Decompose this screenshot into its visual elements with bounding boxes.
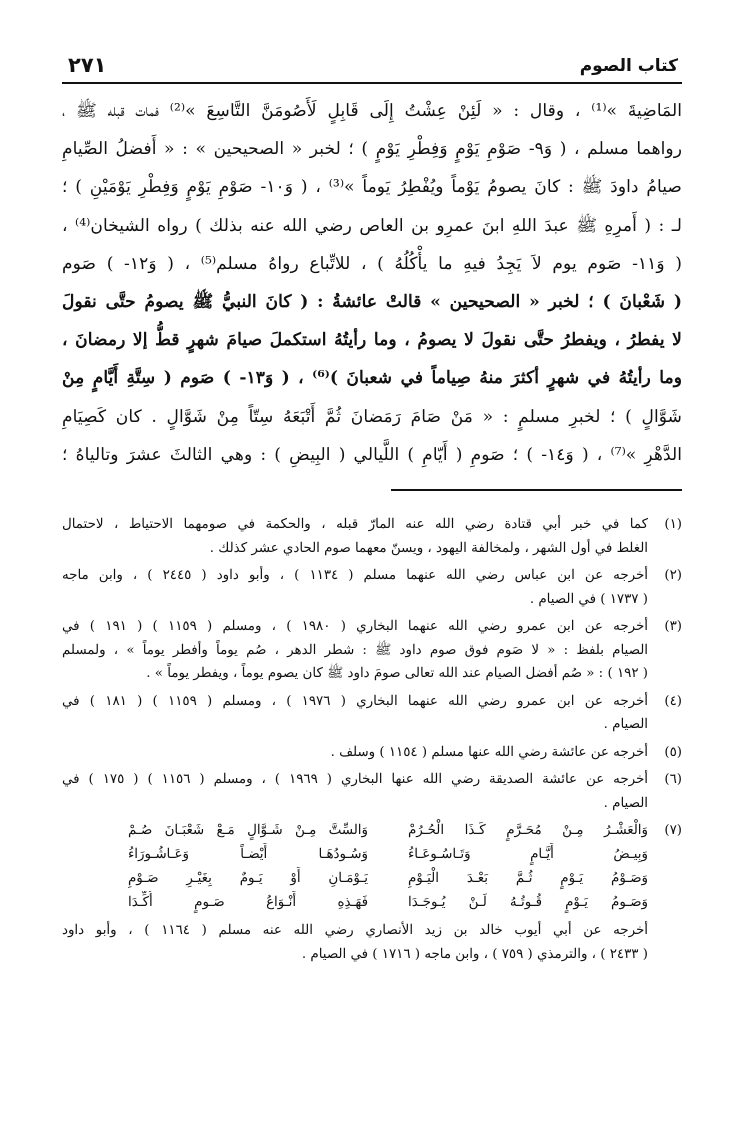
poem-verse bbox=[62, 819, 648, 843]
page-number: ٢٧١ bbox=[68, 53, 107, 77]
text-line: لا يفطرُ ، ويفطرُ حتَّى نقولَ لا يصومُ ، وما رأيتُهُ استكملَ صيامَ شهرٍ قطُّ إلا رمضانَ ، bbox=[62, 330, 682, 351]
footnote-line: أخرجه عن عائشة رضي الله عنها مسلم ( ١١٥٤ ) وسلف . bbox=[330, 744, 648, 760]
footnote-line: كما في خبر أبي قتادة رضي الله عنه المارّ قبله ، والحكمة في صومهما الاحتياط ، لاحتمال bbox=[62, 517, 648, 532]
text-line: ( وَ١١- صَوم يوم لاَ يَجِدُ فيهِ ما يأْكُلُهُ ) ، للاتِّباع رواهُ مسلم⁽⁵⁾ ، ( وَ١٢- ) صَوم bbox=[62, 253, 682, 274]
poem-hemistich: وَبِيـضُ أَيَّـامٍ وَتَـاسُـوعَـاءُ bbox=[408, 847, 648, 862]
footnote-line: أخرجه عن ابن عباس رضي الله عنهما مسلم ( ١١٣٤ ) ، وأبو داود ( ٢٤٤٥ ) ، وابن ماجه bbox=[62, 568, 648, 583]
footnote-line: أخرجه عن ابن عمرو رضي الله عنهما البخاري ( ١٩٨٠ ) ، ومسلم ( ١١٥٩ ) ( ١٩١ ) في bbox=[62, 619, 648, 634]
footnote-line: ( ٢٤٣٣ ) ، والترمذي ( ٧٥٩ ) ، وابن ماجه ( ١٧١٦ ) في الصيام . bbox=[301, 946, 648, 962]
footnote-line: ( ١٧٣٧ ) في الصيام . bbox=[529, 591, 648, 607]
book-title: كتاب الصوم bbox=[579, 56, 678, 76]
poem-verse bbox=[62, 843, 648, 867]
footnote-7 bbox=[62, 819, 682, 915]
poem-hemistich: وَسُـودُهَـا أَيْضـاً وَعَـاشُـورَاءُ bbox=[128, 847, 368, 862]
text-line: لـ : ( أَمرِهِ ﷺ عبدَ اللهِ ابنَ عمرِو بن العاص رضي الله عنه بذلك ) رواه الشيخان⁽⁴⁾ ، bbox=[62, 215, 682, 236]
footnote-number: (٧) bbox=[664, 823, 682, 838]
poem-hemistich: فَهَـذِهِ أَنْـوَاعُ صَـومٍ أُكِّـدَا bbox=[128, 895, 368, 910]
footnote-2 bbox=[62, 564, 682, 611]
poem-hemistich: يَـوْمَـانِ أَوْ يَـومٌ بِغَيْـرِ صَـوْمِ bbox=[128, 871, 368, 886]
footnote-line: الصيام بلفظ : « لا صَوم فوق صوم داود ﷺ : شطر الدهر ، صُم يوماً وأفطر يوماً » ، ولمسلم bbox=[62, 642, 648, 658]
footnote-5 bbox=[62, 741, 682, 765]
text-line: ( شَعْبانَ ) ؛ لخبر « الصحيحين » قالتْ عائشةُ : ( كانَ النبيُّ ﷺ يصومُ حتَّى نقولَ bbox=[62, 291, 682, 312]
footnote-3 bbox=[62, 615, 682, 686]
footnote-number: (٣) bbox=[664, 619, 682, 634]
text-line: وما رأيتُهُ في شهرٍ أكثرَ منهُ صِياماً في شعبانَ )⁽⁶⁾ ، ( وَ١٣- ) صَوم ( سِتَّةِ أَيَّامٍ مِنْ bbox=[62, 368, 682, 389]
text-line: رواهما مسلم ، ( وَ٩- صَوْمِ يَوْمٍ وَفِطْرِ يَوْمٍ ) ؛ لخبر « الصحيحين » : « أَفضلُ الصِّيامِ bbox=[62, 139, 682, 160]
footnote-number: (٦) bbox=[664, 772, 682, 787]
footnote-line: ( ١٩٢ ) : « صُم أفضل الصيام عند الله تعالى صومَ داود ﷺ كان يصوم يوماً ، ويفطر يوماً » . bbox=[146, 666, 648, 681]
footnote-separator bbox=[391, 489, 682, 491]
footnote-7-source bbox=[62, 919, 682, 966]
footnote-6 bbox=[62, 768, 682, 815]
footnote-line: أخرجه عن أبي أيوب خالد بن زيد الأنصاري رضي الله عنه مسلم ( ١١٦٤ ) ، وأبو داود bbox=[62, 923, 648, 938]
poem-hemistich: وَصَـومُ يَـوْمٍ قُـوتُـهُ لَـنْ يُـوجَـدَا bbox=[408, 895, 648, 910]
text-line: المَاضِيةَ »⁽¹⁾ ، وقال : « لَئِنْ عِشْتُ إِلَى قَابِلٍ لَأَصُومَنَّ التَّاسِعَ »⁽²⁾ فمات قبله ﷺ ، bbox=[62, 101, 682, 121]
poem-hemistich: وَصَـوْمُ يَـوْمٍ ثُـمَّ بَعْـدَ الْيَـوْمِ bbox=[408, 871, 648, 886]
poem-verse bbox=[62, 867, 648, 891]
footnote-line: الصيام . bbox=[603, 717, 648, 732]
footnote-line: أخرجه عن ابن عمرو رضي الله عنهما البخاري ( ١٩٧٦ ) ، ومسلم ( ١١٥٩ ) ( ١٨١ ) في bbox=[62, 693, 648, 709]
footnote-line: أخرجه عن عائشة الصديقة رضي الله عنها البخاري ( ١٩٦٩ ) ، ومسلم ( ١١٥٦ ) ( ١٧٥ ) في bbox=[62, 772, 648, 787]
poem-verse bbox=[62, 891, 648, 915]
poem-hemistich: وَالسِّتَّ مِـنْ شَـوَّالٍ مَـعْ شَعْبَـانَ صُـمْ bbox=[128, 823, 368, 838]
footnote-number: (١) bbox=[664, 517, 682, 532]
poem bbox=[62, 819, 648, 915]
footnotes bbox=[62, 513, 682, 966]
footnote-number: (٥) bbox=[664, 744, 682, 760]
footnote-4 bbox=[62, 690, 682, 737]
text-line: صيامُ داودَ ﷺ : كانَ يصومُ يَوْماً ويُفْطِرُ يَوماً »⁽³⁾ ، ( وَ١٠- صَوْمِ يَوْمٍ وَفِطْرِ يَوْمَيْنِ ) ؛ bbox=[62, 177, 682, 198]
text-line: شَوَّالٍ ) ؛ لخبرِ مسلمٍ : « مَنْ صَامَ رَمَضانَ ثُمَّ أَتْبَعَهُ سِتّاً مِنْ شَوَّالٍ . كان كَصِيَامِ bbox=[62, 406, 682, 427]
footnote-line: الصيام . bbox=[603, 795, 648, 811]
footnote-1 bbox=[62, 513, 682, 560]
footnote-number: (٤) bbox=[664, 693, 682, 709]
footnote-line: الغلط في أول الشهر ، ولمخالفة اليهود ، ويسنّ معهما صوم الحادي عشر كذلك . bbox=[209, 540, 648, 556]
text-line: الدَّهْرِ »⁽⁷⁾ ، ( وَ١٤- ) ؛ صَومِ ( أَيّامِ ) اللَّيالي ( البِيضِ ) : وهي الثالثَ عشرَ وتالياهُ ؛ bbox=[62, 444, 682, 465]
footnote-number: (٢) bbox=[664, 568, 682, 583]
page-header bbox=[62, 52, 682, 84]
poem-hemistich: وَالْعَشْـرُ مِـنْ مُحَـرَّمٍ كَـذَا الْحُـرُمْ bbox=[408, 823, 648, 838]
main-text bbox=[62, 92, 682, 474]
